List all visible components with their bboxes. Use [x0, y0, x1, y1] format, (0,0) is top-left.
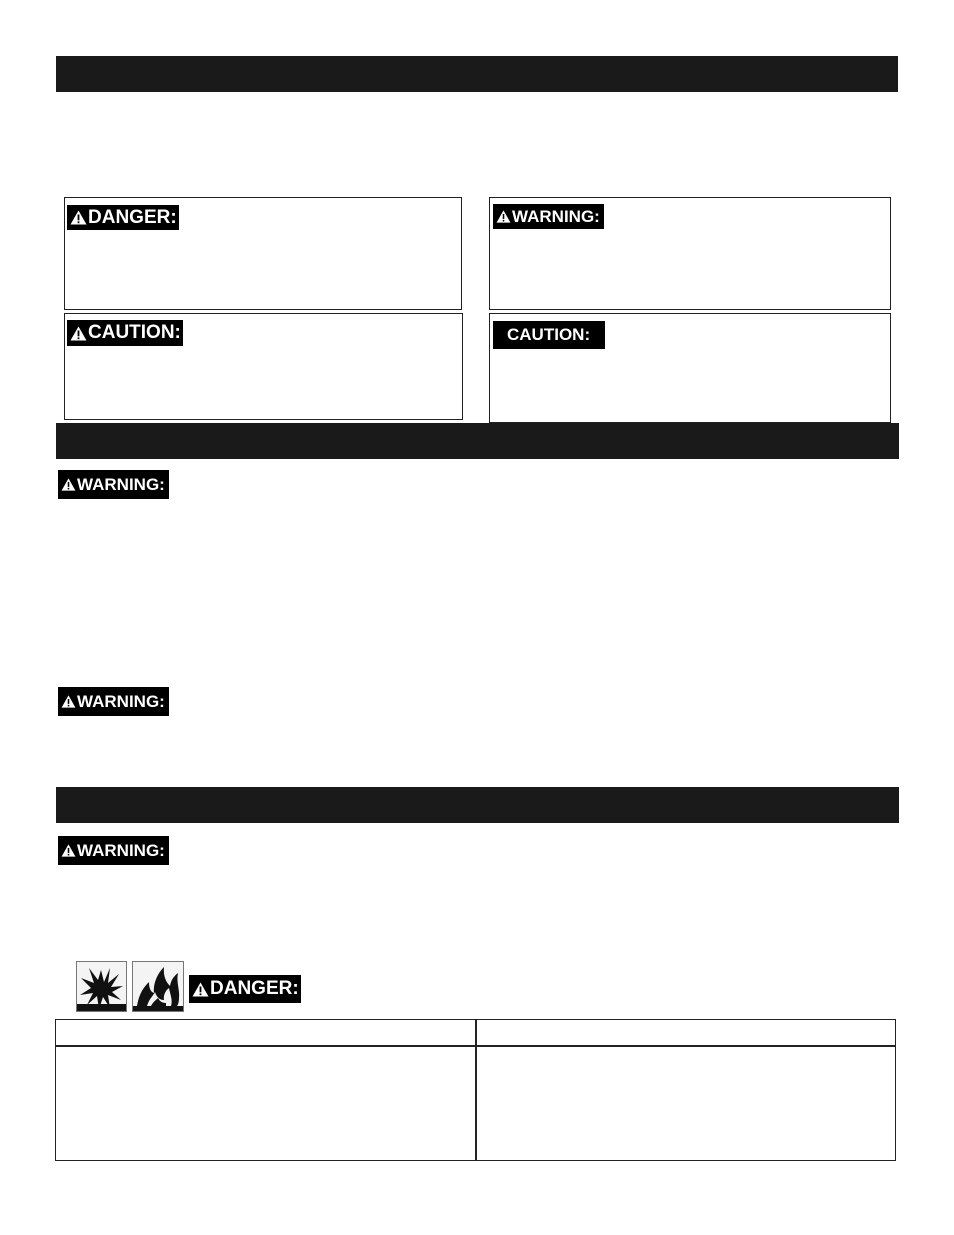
warning-triangle-icon — [61, 695, 76, 708]
warning-triangle-icon — [496, 210, 511, 223]
explosion-pictogram-icon — [76, 961, 127, 1012]
warning-label-text: WARNING: — [77, 691, 165, 711]
warning-label — [58, 836, 169, 865]
section-header-bar-3 — [56, 787, 899, 823]
warning-triangle-icon — [192, 982, 209, 997]
caution-definition-box — [64, 313, 463, 420]
danger-definition-box — [64, 197, 462, 310]
caution-label-text: CAUTION: — [507, 325, 591, 344]
caution-label-no-symbol — [493, 321, 605, 349]
caution-label-text: CAUTION: — [88, 322, 181, 343]
warning-label-text: WARNING: — [77, 840, 165, 860]
caution-no-symbol-definition-box — [489, 313, 891, 423]
danger-label-text: DANGER: — [210, 978, 299, 999]
warning-triangle-icon — [70, 326, 87, 341]
section-header-bar-2 — [56, 423, 899, 459]
warning-label — [58, 687, 169, 716]
danger-label-text: DANGER: — [88, 206, 177, 228]
warning-definition-box — [489, 197, 891, 310]
warning-triangle-icon — [70, 210, 87, 225]
hazard-table — [55, 1019, 896, 1161]
warning-triangle-icon — [61, 478, 76, 491]
hazard-table-header-divider — [56, 1045, 895, 1047]
danger-label — [189, 975, 301, 1003]
warning-label-text: WARNING: — [77, 474, 165, 494]
fire-pictogram-icon — [132, 961, 184, 1012]
warning-label — [493, 204, 604, 229]
warning-label-text: WARNING: — [512, 206, 600, 226]
warning-label — [58, 470, 169, 499]
warning-triangle-icon — [61, 844, 76, 857]
caution-label — [67, 320, 183, 346]
danger-label — [67, 205, 179, 230]
hazard-table-column-divider — [475, 1020, 477, 1160]
section-header-bar-1 — [56, 56, 898, 92]
